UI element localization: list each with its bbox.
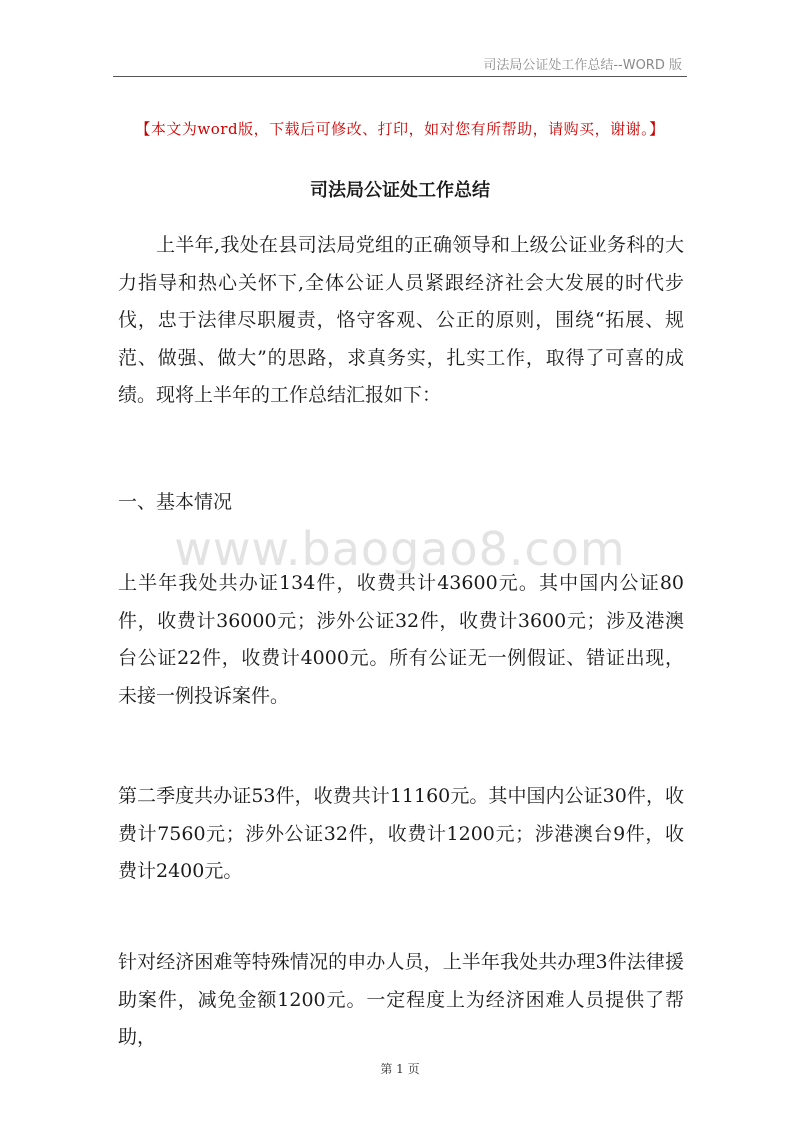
- document-title: 司法局公证处工作总结: [310, 180, 490, 201]
- q2-stats-paragraph: 第二季度共办证53件，收费共计11160元。其中国内公证30件，收费计7560元；涉外公证32件，收费计1200元；涉港澳台9件，收费计2400元。: [118, 785, 684, 882]
- section-heading-basic-situation: 一、基本情况: [118, 491, 233, 513]
- header-divider: [113, 76, 687, 77]
- purchase-notice: 【本文为word版，下载后可修改、打印，如对您有所帮助，请购买，谢谢。】: [135, 120, 665, 138]
- legal-aid-paragraph: 针对经济困难等特殊情况的申办人员，上半年我处共办理3件法律援助案件，减免金额1200元。一定程度上为经济困难人员提供了帮助，: [118, 951, 684, 1048]
- page-number: 第 1 页: [380, 1062, 420, 1076]
- intro-paragraph: 上半年,我处在县司法局党组的正确领导和上级公证业务科的大力指导和热心关怀下,全体公证人员紧跟经济社会大发展的时代步伐，忠于法律尽职履责，恪守客观、公正的原则，围绕“拓展、规范、做强、做大”的思路，求真务实，扎实工作，取得了可喜的成绩。现将上半年的工作总结汇报如下：: [118, 234, 684, 406]
- half-year-stats-paragraph: 上半年我处共办证134件，收费共计43600元。其中国内公证80件，收费计36000元；涉外公证32件，收费计3600元；涉及港澳台公证22件，收费计4000元。所有公证无一例假证、错证出现，未接一例投诉案件。: [118, 572, 684, 707]
- page-header-title: 司法局公证处工作总结--WORD 版: [483, 58, 682, 73]
- watermark: www.baogao8.com: [174, 522, 626, 576]
